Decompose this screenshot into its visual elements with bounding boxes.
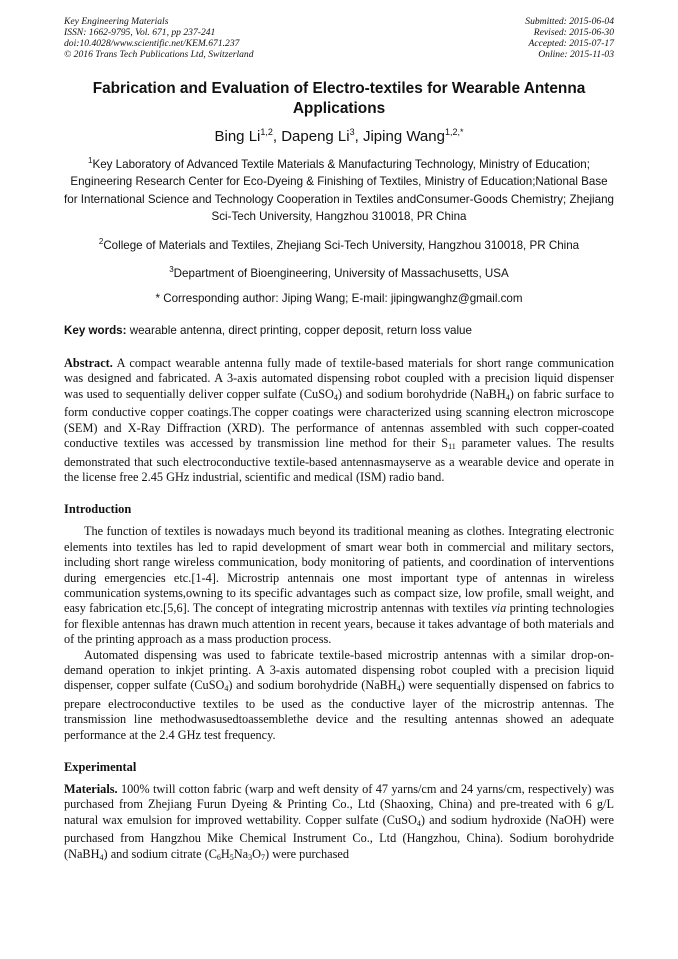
date-accepted: Accepted: 2015-07-17	[528, 38, 614, 49]
author-2-affil: 3	[349, 127, 355, 137]
affiliation-1-num: 1	[88, 156, 93, 165]
abstract-text: A compact wearable antenna fully made of textile-based materials for short range communication was designed and fabricated. A 3-axis automated dispensing robot coupled with a precision liquid dispenser was used to sequentially deliver copper sulfate (CuSO	[64, 356, 614, 401]
affiliation-1	[64, 152, 614, 226]
paragraph-text: ) were purchased	[265, 846, 350, 861]
paper-page	[64, 16, 614, 865]
affiliation-2-text: College of Materials and Textiles, Zhejiang Sci-Tech University, Hangzhou 310018, PR China	[103, 238, 580, 252]
section-heading-experimental: Experimental	[64, 760, 137, 775]
affiliation-3	[64, 261, 614, 282]
paragraph-text: ) and sodium hydroxide (NaOH) were purchased from Hangzhou Mike Chemical Instrument Co., Ltd (Hangzhou, China). Sodium borohydride (NaBH	[64, 812, 614, 861]
subscript: 3	[248, 852, 253, 862]
author-1-affil: 1,2	[260, 127, 273, 137]
paragraph-text: ) and sodium borohydride (NaBH	[228, 678, 397, 693]
paragraph-text: O	[252, 846, 262, 861]
paragraph-text: ) were sequentially dispensed on fabrics to prepare electroconductive textiles to be used as the conductive layer of the microstrip antennas. The transmission line methodwasusedtoassemblethe device and the resulting antennas showed an adequate performance at the 2.4 GHz test frequency.	[64, 678, 614, 742]
affiliation-2	[64, 233, 614, 254]
paper-title: Fabrication and Evaluation of Electro-textiles for Wearable Antenna Applications	[92, 80, 586, 117]
affiliation-1-text: Key Laboratory of Advanced Textile Materials & Manufacturing Technology, Ministry of Education; Engineering Research Center for Eco-Dyeing & Finishing of Textiles, Ministry of Education;National Base for International Science and Technology Cooperation in Textiles andConsumer-Goods Chemistry; Zhejiang Sci-Tech University, Hangzhou 310018, PR China	[64, 157, 614, 224]
subscript: 4	[99, 852, 104, 862]
introduction-body	[64, 524, 614, 743]
subscript: 4	[224, 684, 229, 694]
subscript: 5	[229, 852, 234, 862]
author-3: , Jiping Wang	[354, 128, 445, 145]
abstract-text: ) and sodium borohydride (NaBH	[337, 386, 506, 401]
subscript: 4	[333, 392, 338, 402]
journal-issn: ISSN: 1662-9795, Vol. 671, pp 237-241	[64, 27, 216, 38]
author-3-affil: 1,2,*	[444, 127, 464, 137]
journal-doi: doi:10.4028/www.scientific.net/KEM.671.237	[64, 38, 240, 49]
materials-label: Materials.	[64, 782, 118, 797]
paragraph-text: Na	[233, 846, 249, 861]
paragraph-text: The function of textiles is nowadays much beyond its traditional meaning as clothes. Integrating electronic elements into textiles has led to rapid development of smart wear both in commercial and military sectors, including short range wireless communication, body monitoring of patients, and coordination of interventions during emergencies etc.[1-4]. Microstrip antennais one most important type of antennas in wireless communication systems,owning to its specific advantages such as compact size, low profile, small weight, and easy fabrication etc.[5,6]. The concept of integrating microstrip antennas with textiles	[64, 524, 614, 616]
subscript: 6	[216, 852, 221, 862]
experimental-body	[64, 782, 614, 865]
date-revised: Revised: 2015-06-30	[533, 27, 614, 38]
corresponding-author: * Corresponding author: Jiping Wang; E-mail: jipingwanghz@gmail.com	[155, 291, 523, 305]
keywords-text: wearable antenna, direct printing, copper deposit, return loss value	[126, 324, 472, 338]
section-heading-introduction: Introduction	[64, 502, 132, 517]
author-list	[64, 127, 614, 145]
journal-header	[64, 16, 614, 60]
italic-text: via	[491, 601, 507, 616]
author-1: Bing Li	[214, 128, 261, 145]
keywords	[64, 324, 614, 337]
author-2: , Dapeng Li	[272, 128, 350, 145]
paragraph-text: Automated dispensing was used to fabricate textile-based microstrip antennas with a similar drop-on-demand operation to inkjet printing. A 3-axis automated dispensing robot coupled with a precision liquid dispenser, copper sulfate (CuSO	[64, 647, 614, 693]
abstract	[64, 356, 614, 485]
paragraph-text: printing technologies for flexible antennas has drawn much attention in recent years, because it takes advantage of both materials and of the printing approach as a mass production process.	[64, 601, 614, 647]
paragraph-text: 100% twill cotton fabric (warp and weft density of 47 yarns/cm and 24 yarns/cm, respectively) was purchased from Zhejiang Furun Dyeing & Printing Co., Ltd (Shaoxing, China) and pre-treated with 6 g/L natural wax emulsion for improved wettability. Copper sulfate (CuSO	[64, 782, 614, 827]
publication-dates	[525, 16, 614, 60]
paragraph-text: H	[220, 846, 230, 861]
affiliation-3-num: 3	[169, 265, 174, 275]
subscript: 4	[505, 392, 510, 402]
abstract-text: parameter values. The results demonstrated that such electroconductive textile-based antennasmayserve as a wearable device and operate in the license free 2.45 GHz industrial, scientific and medical (ISM) radio band.	[64, 436, 614, 484]
subscript: 11	[448, 442, 456, 452]
journal-copyright: © 2016 Trans Tech Publications Ltd, Switzerland	[64, 49, 254, 60]
paragraph-text: ) and sodium citrate (C	[103, 846, 217, 861]
date-online: Online: 2015-11-03	[538, 49, 614, 60]
journal-info	[64, 16, 254, 60]
affiliations	[64, 152, 614, 307]
date-submitted: Submitted: 2015-06-04	[525, 16, 614, 27]
subscript: 4	[396, 684, 401, 694]
intro-paragraph-1	[64, 524, 614, 647]
journal-name: Key Engineering Materials	[64, 16, 169, 27]
affiliation-3-text: Department of Bioengineering, University of Massachusetts, USA	[173, 267, 509, 281]
affiliation-2-num: 2	[98, 236, 104, 246]
intro-paragraph-2	[64, 648, 614, 743]
subscript: 4	[416, 818, 421, 828]
subscript: 7	[261, 852, 266, 862]
abstract-label: Abstract.	[64, 356, 113, 371]
keywords-label: Key words:	[64, 324, 127, 338]
abstract-text: ) on fabric surface to form conductive copper coatings.The copper coatings were characterized using scanning electron microscope (SEM) and X-Ray Diffraction (XRD). The performance of antennas assembled with such copper-coated conductive textiles was accessed by transmission line method for their S	[64, 386, 614, 451]
